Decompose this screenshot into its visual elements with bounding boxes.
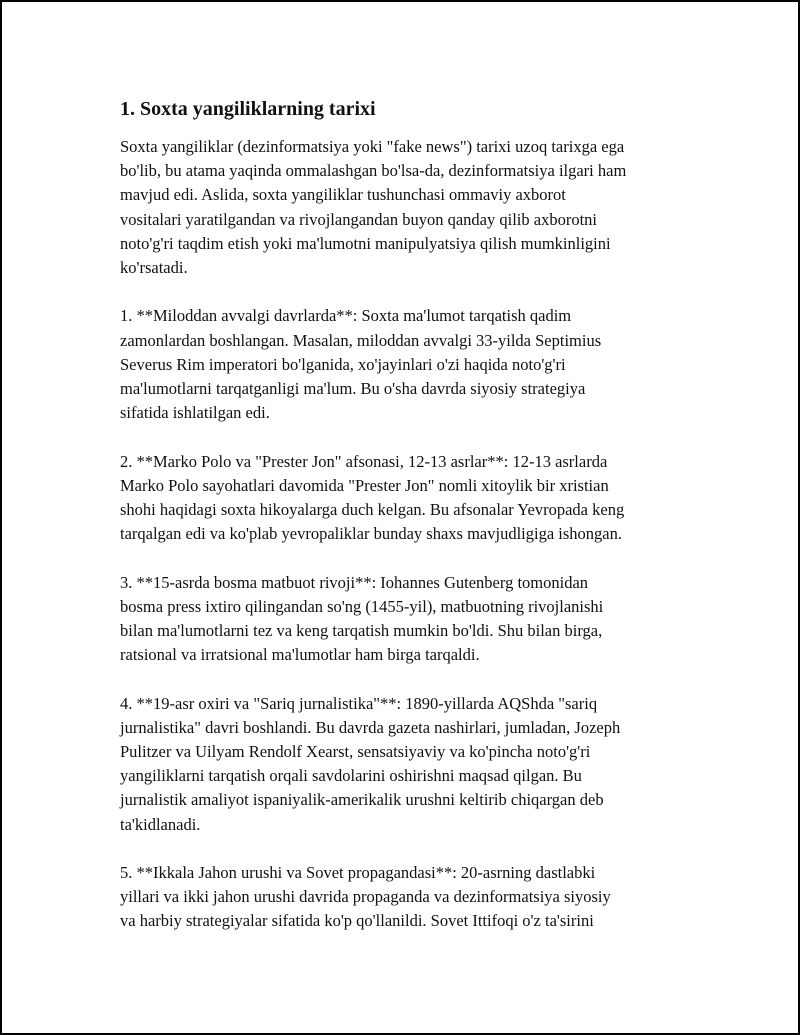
text-line: vositalari yaratilgandan va rivojlangandan buyon qanday qilib axborotni [120, 209, 597, 229]
text-line: tarqalgan edi va ko'plab yevropaliklar bunday shaxs mavjudligiga ishongan. [120, 524, 622, 544]
text-line: noto'g'ri taqdim etish yoki ma'lumotni manipulyatsiya qilish mumkinligini [120, 233, 611, 253]
list-item-3-paragraph [120, 571, 700, 668]
text-line: sifatida ishlatilgan edi. [120, 403, 270, 423]
list-item-4-paragraph [120, 692, 700, 837]
section-heading: 1. Soxta yangiliklarning tarixi [120, 98, 376, 120]
list-item-2-paragraph [120, 450, 700, 547]
text-line: Soxta yangiliklar (dezinformatsiya yoki "fake news") tarixi uzoq tarixga ega [120, 137, 625, 156]
text-line: jurnalistik amaliyot ispaniyalik-amerikalik urushni keltirib chiqargan deb [120, 790, 604, 810]
text-line: shohi haqidagi soxta hikoyalarga duch kelgan. Bu afsonalar Yevropada keng [120, 500, 625, 520]
text-line: bosma press ixtiro qilingandan so'ng (1455-yil), matbuotning rivojlanishi [120, 596, 604, 616]
text-line: ratsional va irratsional ma'lumotlar ham birga tarqaldi. [120, 645, 480, 665]
intro-paragraph [120, 135, 700, 280]
text-line: yillari va ikki jahon urushi davrida propaganda va dezinformatsiya siyosiy [120, 887, 611, 907]
list-item-1-paragraph [120, 304, 700, 425]
text-line: Marko Polo sayohatlari davomida "Prester Jon" nomli xitoylik bir xristian [120, 475, 609, 495]
text-line: mavjud edi. Aslida, soxta yangiliklar tushunchasi ommaviy axborot [120, 185, 566, 205]
text-line: 2. **Marko Polo va "Prester Jon" afsonasi, 12-13 asrlar**: 12-13 asrlarda [120, 451, 608, 471]
text-line: ma'lumotlarni tarqatganligi ma'lum. Bu o'sha davrda siyosiy strategiya [120, 379, 586, 399]
text-line: yangiliklarni tarqatish orqali savdolarini oshirishni maqsad qilgan. Bu [120, 766, 582, 786]
text-line: 3. **15-asrda bosma matbuot rivoji**: Iohannes Gutenberg tomonidan [120, 572, 589, 592]
document-body [120, 97, 700, 958]
text-line: zamonlardan boshlangan. Masalan, miloddan avvalgi 33-yilda Septimius [120, 330, 602, 350]
list-item-5-paragraph [120, 861, 700, 934]
text-line: va harbiy strategiyalar sifatida ko'p qo'llanildi. Sovet Ittifoqi o'z ta'sirini [120, 911, 594, 931]
text-line: bo'lib, bu atama yaqinda ommalashgan bo'lsa-da, dezinformatsiya ilgari ham [120, 161, 627, 181]
text-line: 5. **Ikkala Jahon urushi va Sovet propagandasi**: 20-asrning dastlabki [120, 863, 596, 883]
text-line: ta'kidlanadi. [120, 814, 201, 834]
text-line: bilan ma'lumotlarni tez va keng tarqatish mumkin bo'ldi. Shu bilan birga, [120, 621, 603, 641]
text-line: 4. **19-asr oxiri va "Sariq jurnalistika"**: 1890-yillarda AQShda "sariq [120, 693, 598, 713]
text-line: Pulitzer va Uilyam Rendolf Xearst, sensatsiyaviy va ko'pincha noto'g'ri [120, 742, 591, 762]
text-line: jurnalistika" davri boshlandi. Bu davrda gazeta nashirlari, jumladan, Jozeph [120, 717, 621, 737]
text-line: 1. **Miloddan avvalgi davrlarda**: Soxta ma'lumot tarqatish qadim [120, 306, 572, 326]
text-line: ko'rsatadi. [120, 258, 188, 278]
text-line: Severus Rim imperatori bo'lganida, xo'jayinlari o'zi haqida noto'g'ri [120, 354, 566, 374]
